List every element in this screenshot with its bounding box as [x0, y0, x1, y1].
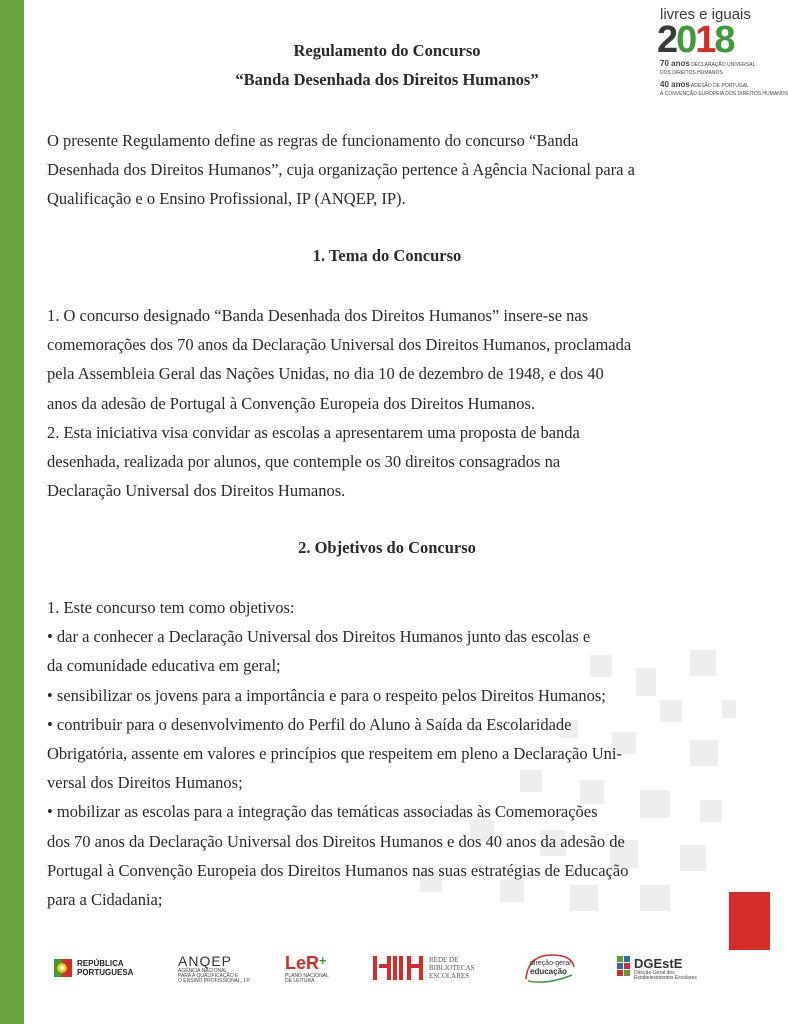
- logo-tagline: livres e iguais: [660, 6, 751, 23]
- ler-wordmark: LeR+: [285, 952, 327, 973]
- logo-line-40b: À CONVENÇÃO EUROPEIA DOS DIREITOS HUMANOS: [660, 91, 788, 97]
- text-line: Desenhada dos Direitos Humanos”, cuja organização pertence à Agência Nacional para a: [47, 160, 635, 180]
- dgeste-mark-icon: [617, 956, 631, 980]
- text-line: 1. O concurso designado “Banda Desenhada dos Direitos Humanos” insere-se nas: [47, 306, 589, 325]
- logo-line-70b: DOS DIREITOS HUMANOS: [660, 70, 723, 76]
- intro-paragraph: [47, 126, 727, 214]
- document-title: Regulamento do Concurso: [293, 41, 481, 60]
- text-line: 1. Este concurso tem como objetivos:: [47, 598, 295, 617]
- logo-line-70: 70 anos DECLARAÇÃO UNIVERSAL: [660, 59, 756, 68]
- logo-line-40: 40 anos ADESÃO DE PORTUGAL: [660, 80, 749, 89]
- republica-portuguesa-logo: REPÚBLICA PORTUGUESA: [54, 948, 133, 988]
- text-line: comemorações dos 70 anos da Declaração Universal dos Direitos Humanos, proclamada: [47, 335, 632, 355]
- rede-bibliotecas-escolares-logo: REDE DE BIBLIOTECAS ESCOLARES: [373, 948, 475, 988]
- text-line: para a Cidadania;: [47, 890, 163, 910]
- red-accent-square: [729, 892, 770, 950]
- text-line: pela Assembleia Geral das Nações Unidas, no dia 10 de dezembro de 1948, e dos 40: [47, 364, 604, 384]
- text-line: Portugal à Convenção Europeia dos Direitos Humanos nas suas estratégias de Educação: [47, 860, 629, 880]
- text-line: Qualificação e o Ensino Profissional, IP (ANQEP, IP).: [47, 189, 406, 209]
- text-line: • sensibilizar os jovens para a importância e para o respeito pelos Direitos Humanos;: [47, 685, 606, 705]
- section1-heading: 1. Tema do Concurso: [312, 246, 462, 265]
- logo-year: 2018: [657, 19, 734, 61]
- rbe-icon: [373, 956, 423, 980]
- text-line: anos da adesão de Portugal à Convenção Europeia dos Direitos Humanos.: [47, 393, 535, 413]
- text-line: desenhada, realizada por alunos, que contemple os 30 direitos consagrados na: [47, 452, 561, 472]
- footer-logos: [0, 948, 770, 988]
- document-subtitle: “Banda Desenhada dos Direitos Humanos”: [235, 70, 539, 89]
- anqep-logo: ANQEP AGÊNCIA NACIONAL PARA A QUALIFICAÇÃO E O ENSINO PROFISSIONAL, I.P.: [178, 952, 251, 984]
- section2-body: [47, 593, 727, 914]
- left-green-bar: [0, 0, 24, 1024]
- text-line: Obrigatória, assente em valores e princípios que respeitem em pleno a Declaração Uni-: [47, 744, 622, 764]
- text-line: • dar a conhecer a Declaração Universal dos Direitos Humanos junto das escolas e: [47, 627, 591, 647]
- dgeste-logo: DGEstE Direção-Geral dos Estabelecimentos Escolares: [617, 948, 697, 988]
- text-line: O presente Regulamento define as regras de funcionamento do concurso “Banda: [47, 131, 579, 150]
- coat-of-arms-icon: [54, 957, 74, 979]
- text-line: Declaração Universal dos Direitos Humanos.: [47, 481, 346, 501]
- text-line: versal dos Direitos Humanos;: [47, 773, 243, 793]
- text-line: 2. Esta iniciativa visa convidar as escolas a apresentarem uma proposta de banda: [47, 422, 580, 442]
- text-line: • mobilizar as escolas para a integração das temáticas associadas às Comemorações: [47, 802, 598, 822]
- section1-body: [47, 301, 727, 505]
- text-line: da comunidade educativa em geral;: [47, 656, 281, 676]
- section2-heading: 2. Objetivos do Concurso: [298, 538, 476, 557]
- ler-logo: LeR+ PLANO NACIONAL DE LEITURA: [285, 952, 329, 984]
- text-line: • contribuir para o desenvolvimento do Perfil do Aluno à Saída da Escolaridade: [47, 714, 572, 734]
- text-line: dos 70 anos da Declaração Universal dos Direitos Humanos e dos 40 anos da adesão de: [47, 831, 625, 851]
- direcao-geral-educacao-logo: direção-geral educação: [522, 948, 571, 988]
